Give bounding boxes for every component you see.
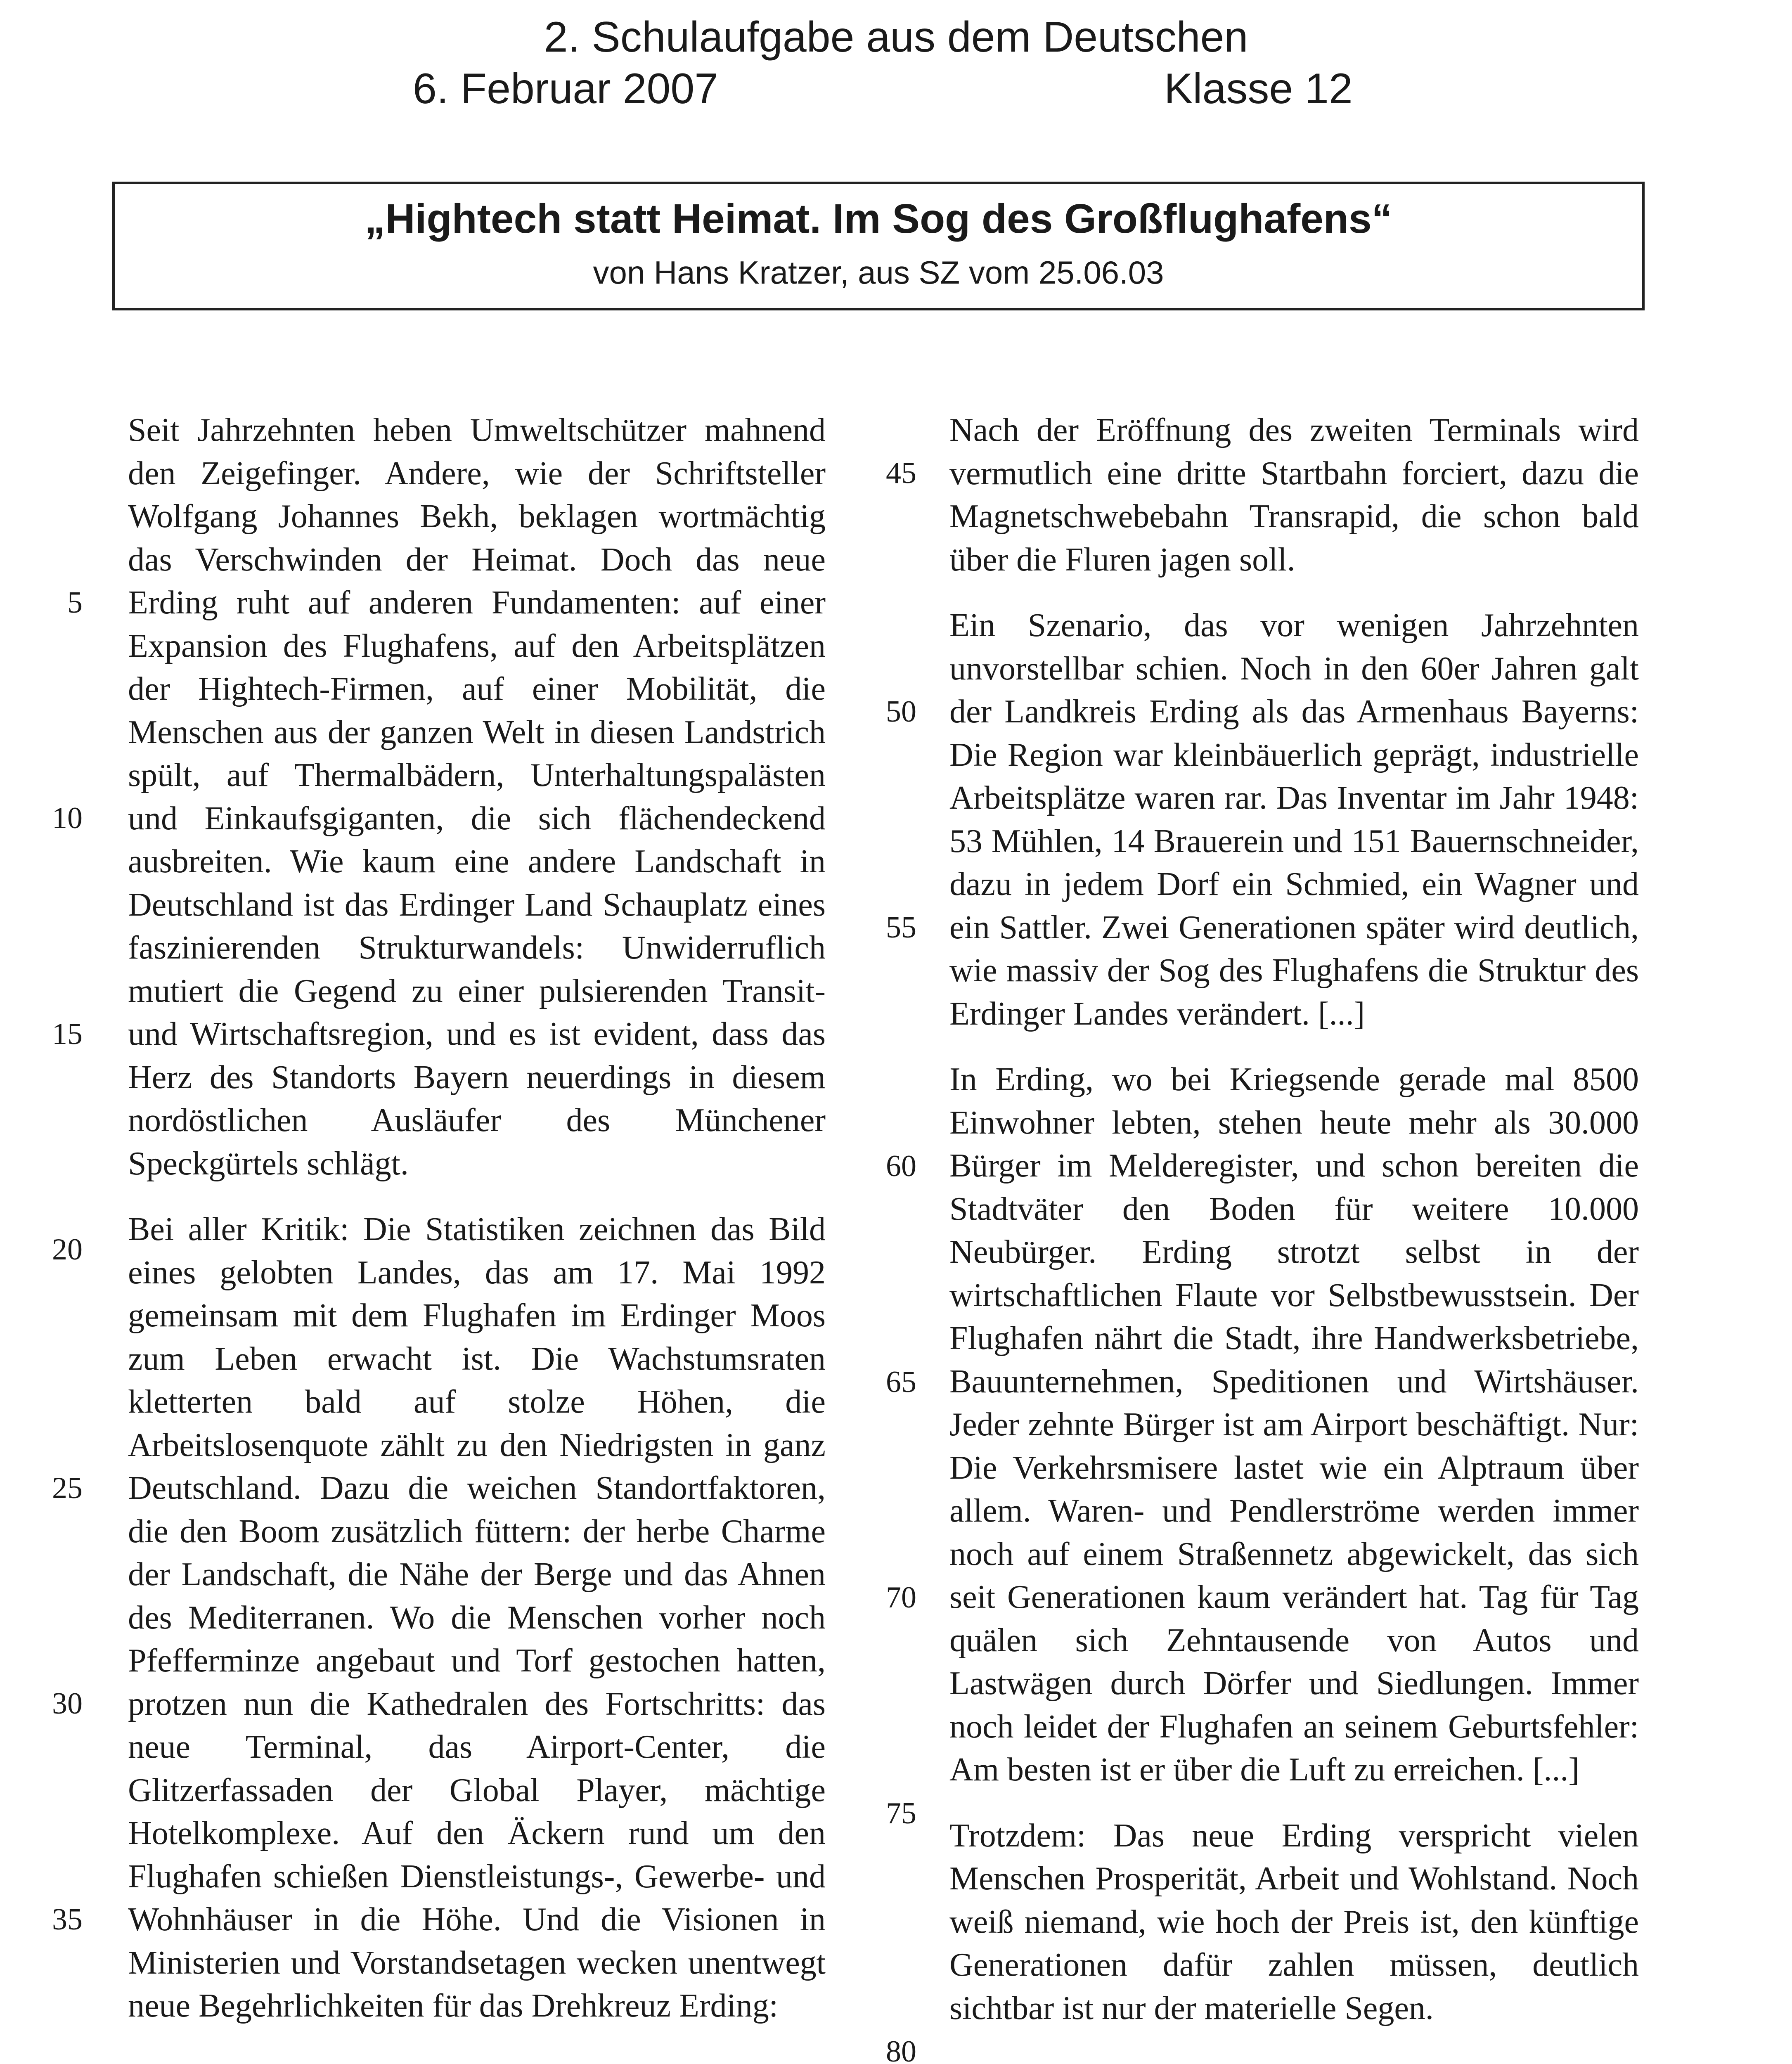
- article-paragraph: Bei aller Kritik: Die Statistiken zeichnen das Bild eines gelobten Landes, das am 17. Mai 1992 gemeinsam mit dem Flughafen im Erdinger Moos zum Leben erwacht ist. Die Wachstumsraten kletterten bald auf stolze Höhen, die Arbeitslosenquote zählt zu den Niedrigsten in ganz Deutschland. Dazu die weichen Standortfaktoren, die den Boom zusätzlich füttern: der herbe Charme der Landschaft, die Nähe der Berge und das Ahnen des Mediterranen. Wo die Menschen vorher noch Pfefferminze angebaut und Torf gestochen hatten, protzen nun die Kathedralen des Fortschritts: das neue Terminal, das Airport-Center, die Glitzerfassaden der Global Player, mächtige Hotelkomplexe. Auf den Äckern rund um den Flughafen schießen Dienstleistungs-, Gewerbe- und Wohnhäuser in die Höhe. Und die Visionen in Ministerien und Vorstandsetagen wecken unentwegt neue Begehrlichkeiten für das Drehkreuz Erding:: [128, 1211, 826, 2024]
- line-number: 60: [886, 1149, 916, 1183]
- article-paragraph: Nach der Eröffnung des zweiten Terminals wird vermutlich eine dritte Startbahn forciert, dazu die Magnetschwebebahn Transrapid, die schon bald über die Fluren jagen soll.: [949, 412, 1639, 578]
- line-number: 45: [886, 456, 916, 490]
- line-number: 75: [886, 1797, 916, 1830]
- line-number: 50: [886, 695, 916, 729]
- article-paragraph: In Erding, wo bei Kriegsende gerade mal 8500 Einwohner lebten, stehen heute mehr als 30.000 Bürger im Melderegister, und schon bereiten die Stadtväter den Boden für weitere 10.000 Neubürger. Erding strotzt selbst in der wirtschaftlichen Flaute vor Selbstbewusstsein. Der Flughafen nährt die Stadt, ihre Handwerksbetriebe, Bauunternehmen, Speditionen und Wirtshäuser. Jeder zehnte Bürger ist am Airport beschäftigt. Nur: Die Verkehrsmisere lastet wie ein Alptraum über allem. Waren- und Pendlerströme werden immer noch auf einem Straßennetz abgewickelt, das sich seit Generationen kaum verändert hat. Tag für Tag quälen sich Zehntausende von Autos und Lastwägen durch Dörfer und Siedlungen. Immer noch leidet der Flughafen an seinem Geburtsfehler: Am besten ist er über die Luft zu erreichen. [...]: [949, 1061, 1639, 1788]
- line-number: 35: [52, 1903, 83, 1936]
- line-number: 80: [886, 2035, 916, 2064]
- line-number: 65: [886, 1365, 916, 1399]
- line-number: 25: [52, 1471, 83, 1505]
- article-paragraph: Seit Jahrzehnten heben Umweltschützer mahnend den Zeigefinger. Andere, wie der Schriftsteller Wolfgang Johannes Bekh, beklagen wortmächtig das Verschwinden der Heimat. Doch das neue Erding ruht auf anderen Fundamenten: auf einer Expansion des Flughafens, auf den Arbeitsplätzen der Hightech-Firmen, auf einer Mobilität, die Menschen aus der ganzen Welt in diesen Landstrich spült, auf Thermalbädern, Unterhaltungspalästen und Einkaufsgiganten, die sich flächendeckend ausbreiten. Wie kaum eine andere Landschaft in Deutschland ist das Erdinger Land Schauplatz eines faszinierenden Strukturwandels: Unwiderruflich mutiert die Gegend zu einer pulsierenden Transit- und Wirtschaftsregion, und es ist evident, dass das Herz des Standorts Bayern neuerdings in diesem nordöstlichen Ausläufer des Münchener Speckgürtels schlägt.: [128, 412, 826, 1182]
- article-column-right: [949, 409, 1639, 2030]
- line-number: 15: [52, 1017, 83, 1051]
- line-number: 10: [52, 801, 83, 835]
- line-number: 70: [886, 1581, 916, 1614]
- article-paragraph: Ein Szenario, das vor wenigen Jahrzehnten unvorstellbar schien. Noch in den 60er Jahren galt der Landkreis Erding als das Armenhaus Bayerns: Die Region war kleinbäuerlich geprägt, industrielle Arbeitsplätze waren rar. Das Inventar im Jahr 1948: 53 Mühlen, 14 Brauerein und 151 Bauernschneider, dazu in jedem Dorf ein Schmied, ein Wagner und ein Sattler. Zwei Generationen später wird deutlich, wie massiv der Sog des Flughafens die Struktur des Erdinger Landes verändert. [...]: [949, 607, 1639, 1032]
- line-number: 5: [67, 586, 83, 620]
- article-title: „Hightech statt Heimat. Im Sog des Großflughafens“: [365, 196, 1392, 242]
- line-number: 55: [886, 911, 916, 944]
- line-number: 30: [52, 1687, 83, 1721]
- exam-date: 6. Februar 2007: [413, 65, 719, 113]
- exam-title: 2. Schulaufgabe aus dem Deutschen: [544, 13, 1248, 61]
- article-byline: von Hans Kratzer, aus SZ vom 25.06.03: [593, 254, 1164, 291]
- article-column-left: [128, 409, 826, 2028]
- line-number: 20: [52, 1233, 83, 1266]
- article-paragraph: Trotzdem: Das neue Erding verspricht vielen Menschen Prosperität, Arbeit und Wohlstand. Noch weiß niemand, wie hoch der Preis ist, den künftige Generationen dafür zahlen müssen, deutlich sichtbar ist nur der materielle Segen.: [949, 1817, 1639, 2026]
- exam-class: Klasse 12: [1164, 65, 1353, 113]
